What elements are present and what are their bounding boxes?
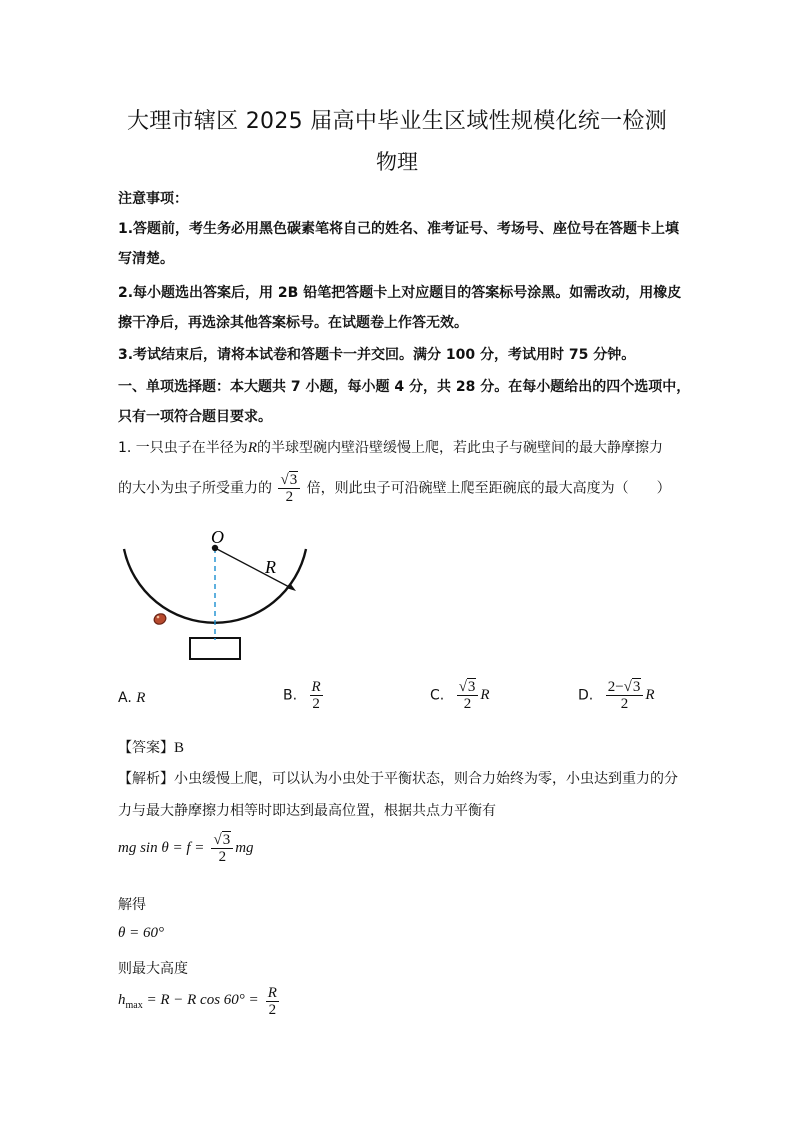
max-height-label: 则最大高度 bbox=[118, 961, 188, 977]
question-1-line-2: 的大小为虫子所受重力的 $\frac{√3}{2}$ 倍，则此虫子可沿碗壁上爬至距碗底的最大高度为（ ） bbox=[118, 472, 671, 505]
option-a[interactable]: A. R bbox=[118, 690, 146, 706]
equation-angle: θ = 60° bbox=[118, 925, 164, 941]
radius-variable: R bbox=[247, 440, 257, 456]
option-b[interactable]: B. $\frac{R}{2}$ bbox=[283, 679, 321, 712]
page-title: 大理市辖区 2025 届高中毕业生区域性规模化统一检测 bbox=[126, 109, 668, 134]
question-1-line-1: 1. 一只虫子在半径为R的半球型碗内壁沿壁缓慢上爬，若此虫子与碗壁间的最大静摩擦力 bbox=[118, 440, 663, 456]
analysis-tag: 【解析】 bbox=[118, 771, 174, 787]
analysis-line-2: 力与最大静摩擦力相等时即达到最高位置，根据共点力平衡有 bbox=[118, 803, 496, 819]
notice-item-2-line-2: 擦干净后，再选涂其他答案标号。在试题卷上作答无效。 bbox=[118, 315, 468, 331]
bug-icon bbox=[152, 612, 167, 626]
notice-heading: 注意事项： bbox=[118, 191, 188, 207]
radius-label: R bbox=[265, 557, 276, 577]
analysis-line-1: 【解析】小虫缓慢上爬，可以认为小虫处于平衡状态，则合力始终为零，小虫达到重力的分 bbox=[118, 771, 678, 787]
answer-tag: 【答案】 bbox=[118, 740, 174, 756]
notice-item-2-line-1: 2.每小题选出答案后，用 2B 铅笔把答题卡上对应题目的答案标号涂黑。如需改动，用橡皮 bbox=[118, 285, 682, 301]
notice-item-1-line-2: 写清楚。 bbox=[118, 251, 174, 267]
solve-label: 解得 bbox=[118, 897, 146, 913]
bowl-figure bbox=[115, 525, 315, 665]
bowl-base bbox=[190, 638, 240, 659]
notice-item-1-line-1: 1.答题前，考生务必用黑色碳素笔将自己的姓名、准考证号、考场号、座位号在答题卡上填 bbox=[118, 221, 680, 237]
radius-line bbox=[215, 548, 293, 589]
option-c[interactable]: C. $\frac{√3}{2}$ R bbox=[430, 679, 490, 712]
bug-spot bbox=[157, 616, 160, 619]
equation-friction: mg sin θ = f = $\frac{√3}{2}$ mg bbox=[118, 832, 254, 865]
notice-item-3: 3.考试结束后，请将本试卷和答题卡一并交回。满分 100 分，考试用时 75 分钟。 bbox=[118, 347, 636, 363]
ratio-fraction: $\frac{√3}{2}$ bbox=[278, 472, 300, 505]
answer-value: B bbox=[174, 740, 185, 756]
section-heading-line-1: 一、单项选择题：本大题共 7 小题，每小题 4 分，共 28 分。在每小题给出的四个选项中， bbox=[118, 379, 691, 395]
center-label: O bbox=[211, 527, 224, 547]
section-heading-line-2: 只有一项符合题目要求。 bbox=[118, 409, 272, 425]
option-d[interactable]: D. $\frac{2-√3}{2}$ R bbox=[578, 679, 655, 712]
answer-line bbox=[118, 737, 184, 757]
page-subtitle: 物理 bbox=[376, 150, 418, 174]
equation-max-height: $h_{max} = R - R$ cos 60° = $\frac{R}{2}$ bbox=[118, 985, 277, 1018]
